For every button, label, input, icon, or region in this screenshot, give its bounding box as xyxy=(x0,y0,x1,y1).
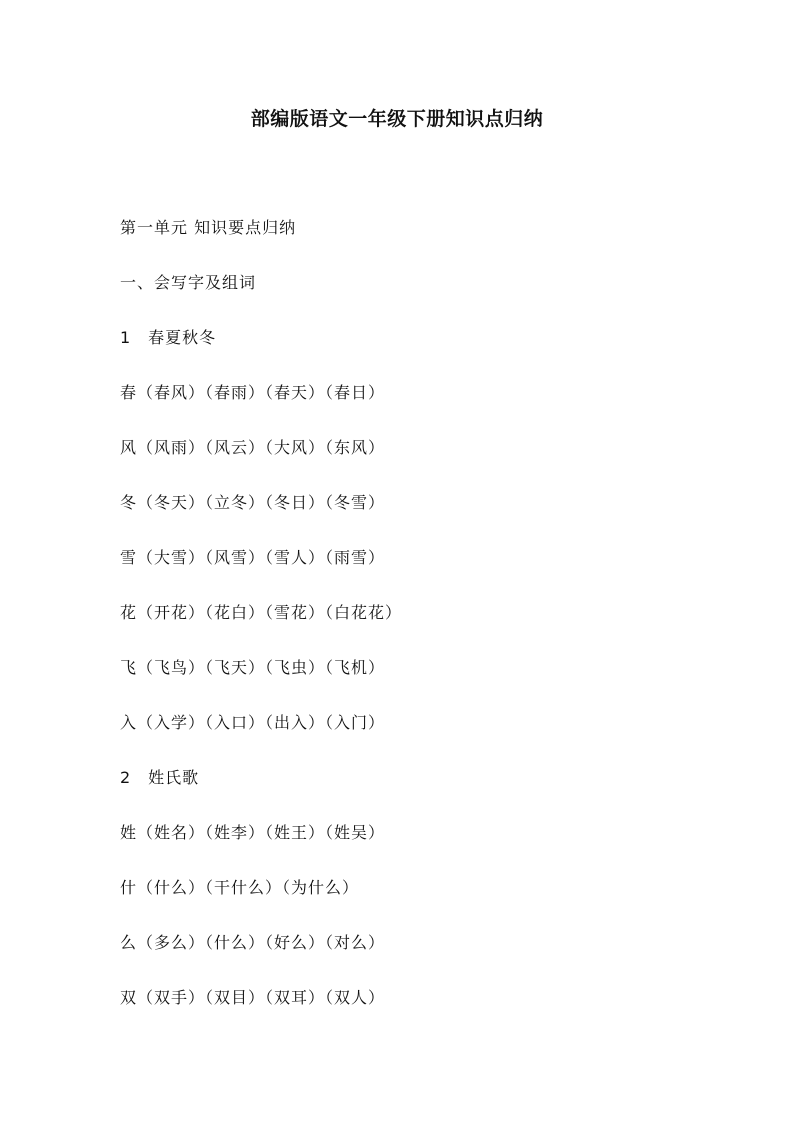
word-list-line: 姓（姓名）（姓李）（姓王）（姓吴） xyxy=(120,823,386,842)
word-list-line: 飞（飞鸟）（飞天）（飞虫）（飞机） xyxy=(120,658,386,677)
document-body xyxy=(120,214,740,1039)
word-list-line: 花（开花）（花白）（雪花）（白花花） xyxy=(120,603,403,622)
word-list-line: 什（什么）（干什么）（为什么） xyxy=(120,878,360,897)
word-list-line: 雪（大雪）（风雪）（雪人）（雨雪） xyxy=(120,548,386,567)
document-title: 部编版语文一年级下册知识点归纳 xyxy=(250,108,544,130)
lesson-heading: 2 姓氏歌 xyxy=(120,768,200,787)
word-list-line: 春（春风）（春雨）（春天）（春日） xyxy=(120,383,386,402)
section-heading: 一、会写字及组词 xyxy=(120,273,257,292)
word-list-line: 冬（冬天）（立冬）（冬日）（冬雪） xyxy=(120,493,386,512)
word-list-line: 入（入学）（入口）（出入）（入门） xyxy=(120,713,386,732)
word-list-line: 风（风雨）（风云）（大风）（东风） xyxy=(120,438,386,457)
word-list-line: 么（多么）（什么）（好么）（对么） xyxy=(120,933,386,952)
lesson-heading: 1 春夏秋冬 xyxy=(120,328,217,347)
unit-heading: 第一单元 知识要点归纳 xyxy=(120,218,297,237)
word-list-line: 双（双手）（双目）（双耳）（双人） xyxy=(120,988,386,1007)
